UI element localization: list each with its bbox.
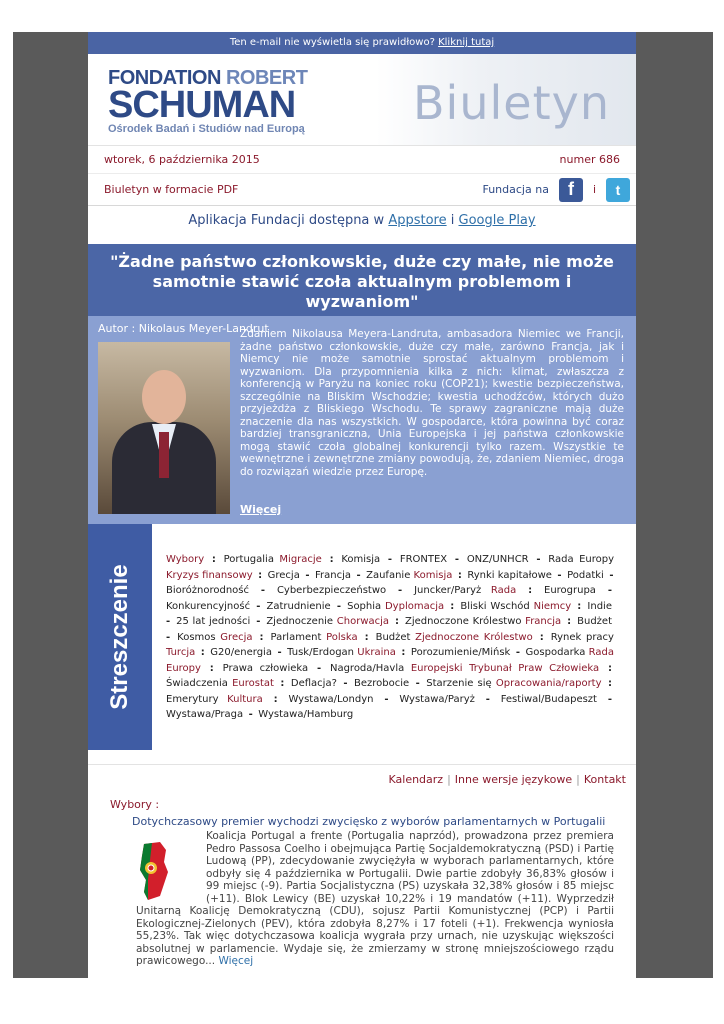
- summary-category[interactable]: Francja: [525, 616, 562, 627]
- news-body: [110, 830, 614, 968]
- summary-category[interactable]: Kryzys finansowy: [166, 569, 253, 581]
- summary-topic[interactable]: Porozumienie/Mińsk: [410, 647, 511, 658]
- summary-topic[interactable]: Budżet: [375, 631, 411, 643]
- googleplay-link[interactable]: Google Play: [458, 213, 536, 228]
- summary-category[interactable]: Chorwacja: [336, 616, 390, 627]
- summary-topic[interactable]: Zaufanie: [366, 569, 411, 581]
- article-more-link[interactable]: Więcej: [240, 503, 282, 516]
- footer-link-1[interactable]: Inne wersje językowe: [454, 773, 573, 786]
- summary-topic[interactable]: Konkurencyjność: [166, 600, 251, 612]
- news-item: [88, 798, 636, 968]
- logo-robert: ROBERT: [225, 67, 308, 89]
- dateline: [88, 146, 636, 174]
- summary-topic[interactable]: Wystawa/Londyn: [288, 693, 374, 705]
- summary-topic[interactable]: Rynki kapitałowe: [467, 569, 552, 581]
- logo-schuman: SCHUMAN: [108, 84, 296, 126]
- app-text: Aplikacja Fundacji dostępna w: [188, 213, 385, 228]
- footer-link-2[interactable]: Kontakt: [583, 773, 626, 786]
- summary-topic[interactable]: Sophia: [347, 600, 382, 612]
- summary-category[interactable]: Rada Europy: [166, 647, 614, 674]
- summary-category[interactable]: Rada: [490, 585, 517, 596]
- summary-category[interactable]: Niemcy: [533, 600, 572, 612]
- pdf-link[interactable]: Biuletyn w formacie PDF: [104, 183, 239, 196]
- social-links: [482, 178, 630, 202]
- summary-topic[interactable]: Starzenie się: [426, 678, 492, 689]
- header-banner: [88, 54, 636, 146]
- news-title[interactable]: Dotychczasowy premier wychodzi zwycięsko z wyborów parlamentarnych w Portugalii: [132, 815, 606, 828]
- notice-text: Ten e-mail nie wyświetla się prawidłowo?: [229, 37, 435, 48]
- bulletin-title: Biuletyn: [413, 76, 610, 130]
- summary-topic[interactable]: 25 lat jedności: [176, 616, 251, 627]
- news-more-link[interactable]: Więcej: [218, 955, 254, 967]
- logo-subtitle: Ośrodek Badań i Studiów nad Europą: [108, 123, 305, 135]
- summary-topic[interactable]: Cyberbezpieczeństwo: [276, 585, 387, 596]
- summary-topic[interactable]: Wystawa/Hamburg: [258, 709, 354, 720]
- summary-topic[interactable]: Nagroda/Havla: [329, 662, 405, 674]
- summary-topic[interactable]: Indie: [587, 600, 612, 612]
- portugal-map-icon: [130, 840, 178, 902]
- app-availability: [88, 206, 636, 236]
- summary-category[interactable]: Zjednoczone Królestwo: [415, 631, 533, 643]
- links-bar: [88, 174, 636, 206]
- top-notice-bar: [88, 32, 636, 54]
- summary-topic[interactable]: Zatrudnienie: [266, 600, 331, 612]
- summary-category[interactable]: Ukraina: [357, 647, 396, 658]
- summary-category[interactable]: Grecja: [220, 631, 253, 643]
- article-headline[interactable]: "Żadne państwo członkowskie, duże czy małe, nie może samotnie stawić czoła aktualnym problemom i wyzwaniom": [88, 244, 636, 316]
- summary-topic[interactable]: Bioróżnorodność: [166, 585, 249, 596]
- summary-topic[interactable]: Portugalia: [223, 554, 274, 565]
- summary-label: Streszczenie: [106, 564, 133, 710]
- summary-topic[interactable]: Tusk/Erdogan: [287, 647, 355, 658]
- summary-category[interactable]: Europejski Trybunał Praw Człowieka: [410, 662, 600, 674]
- summary-category[interactable]: Kultura: [227, 693, 263, 705]
- summary-topic[interactable]: Bliski Wschód: [460, 600, 530, 612]
- summary-topic[interactable]: Rynek pracy: [550, 631, 614, 643]
- foundation-logo[interactable]: [108, 68, 307, 136]
- summary-tags: Wybory : Portugalia Migracje : Komisja - FRONTEX - ONZ/UNHCR - Rada Europy Kryzys finansowy : Grecja - Francja - Zaufanie Komisja : Rynki kapitałowe - Podatki - Bioróżnorodność - Cyberbezpieczeństwo - Juncker/Paryż Rada : Eurogrupa - Konkurencyjność - Zatrudnienie - Sophia Dyplomacja : Bliski Wschód Niemcy : Indie - 25 lat jedności - Zjednoczenie Chorwacja : Zjednoczone Królestwo Francja : Budżet - Kosmos Grecja : Parlament Polska : Budżet Zjednoczone Królestwo : Rynek pracy Turcja : G20/energia - Tusk/Erdogan Ukraina : Porozumienie/Mińsk - Gospodarka Rada Europy : Prawa człowieka - Nagroda/Havla Europejski Trybunał Praw Człowieka : Świadczenia Eurostat : Deflacja? - Bezrobocie - Starzenie się Opracowania/raporty : Emerytury Kultura : Wystawa/Londyn - Wystawa/Paryż - Festiwal/Budapeszt - Wystawa/Praga - Wystawa/Hamburg: [166, 554, 615, 720]
- summary-category[interactable]: Opracowania/raporty: [495, 678, 602, 689]
- footer-links: Kalendarz | Inne wersje językowe | Kontakt: [88, 764, 636, 794]
- summary-category[interactable]: Turcja: [166, 647, 196, 658]
- summary-category[interactable]: Eurostat: [232, 678, 274, 689]
- summary-topic[interactable]: Eurogrupa: [544, 585, 596, 596]
- facebook-icon[interactable]: f: [559, 178, 583, 202]
- summary-topic[interactable]: Wystawa/Praga: [166, 709, 244, 720]
- summary-label-column: [88, 524, 152, 750]
- footer-link-0[interactable]: Kalendarz: [388, 773, 444, 786]
- summary-topic[interactable]: Francja: [314, 569, 351, 581]
- summary-topic[interactable]: Juncker/Paryż: [414, 585, 482, 596]
- summary-topic[interactable]: Rada Europy: [548, 554, 615, 565]
- issue-date: wtorek, 6 października 2015: [104, 153, 260, 166]
- summary-topic[interactable]: G20/energia: [210, 647, 272, 658]
- summary-category[interactable]: Polska: [326, 631, 358, 643]
- and-label: i: [592, 183, 596, 196]
- summary-topic[interactable]: Zjednoczone Królestwo: [404, 616, 522, 627]
- featured-article: [88, 316, 636, 524]
- foundation-on-label: Fundacja na: [482, 183, 549, 196]
- app-and: i: [450, 213, 455, 228]
- issue-number: numer 686: [559, 153, 620, 166]
- summary-category[interactable]: Komisja: [413, 569, 453, 581]
- article-summary: Zdaniem Nikolausa Meyera-Landruta, ambasadora Niemiec we Francji, żadne państwo członkowskie, duże czy małe, zarówno Francja, jak i Niemcy nie może samotnie sprostać aktualnym problemom i wyzwaniom. Dla przypomnienia kilka z nich: klimat, zwłaszcza z konferencją w Paryżu na koniec roku (COP21); kwestie bezpieczeństwa, szczególnie na Bliskim Wschodzie; kwestia uchodźców, których dużo przyjeżdża z Bliskiego Wschodu. Te sprawy zagraniczne mają duże znaczenie dla nas wszystkich. W gospodarce, która powinna być coraz bardziej transgraniczna, Unia Europejska i jej państwa członkowskie mogą stawić czoła globalnej konkurencji tylko razem. Wszystkie te wewnętrzne i zewnętrzne zmiany powodują, że, zdaniem Niemiec, droga do rozwiązań wiedzie przez Europę.: [240, 328, 624, 478]
- summary-topic[interactable]: Bezrobocie: [353, 678, 410, 689]
- summary-topic[interactable]: Wystawa/Paryż: [399, 693, 475, 705]
- author-photo: [98, 342, 230, 514]
- summary-topic[interactable]: Parlament: [270, 631, 322, 643]
- summary-category[interactable]: Dyplomacja: [384, 600, 445, 612]
- news-category[interactable]: Wybory :: [110, 798, 160, 811]
- summary-category[interactable]: Migracje: [279, 554, 322, 565]
- appstore-link[interactable]: Appstore: [388, 213, 447, 228]
- newsletter-page: [88, 32, 636, 992]
- twitter-icon[interactable]: t: [606, 178, 630, 202]
- summary-topic[interactable]: ONZ/UNHCR: [466, 554, 529, 565]
- summary-topic[interactable]: Prawa człowieka: [222, 662, 309, 674]
- summary-topic[interactable]: Komisja: [341, 554, 381, 565]
- summary-topic[interactable]: Festiwal/Budapeszt: [500, 693, 597, 705]
- summary-topic[interactable]: Emerytury: [166, 693, 219, 705]
- news-text: Koalicja Portugal a frente (Portugalia naprzód), prowadzona przez premiera Pedro Passosa Coelho i obejmująca Partię Socjaldemokratyczną (PSD) i Partię Ludową (PP), zdecydowanie zwyciężyła w wyborach parlamentarnych, które odbyły się 4 października w Portugalii. Dwie partie zdobyły 36,83% głosów i 99 miejsc (-9). Partia Socjalistyczna (PS) uzyskała 32,38% głosów i 85 miejsc (+11). Blok Lewicy (BE) uzyskał 10,22% i 19 mandatów (+11). Wyprzedził Unitarną Koalicję Demokratyczną (CDU), sojusz Partii Komunistycznej (PCP) i Partii Ekologicznej-Zielonych (PEV), która zdobyła 8,27% i 17 foteli (+1). Frekwencja wyniosła 55,23%. Tak więc dotychczasowa koalicja wygrała przy urnach, nie uzyskując większości absolutnej w parlamencie. Wydaje się, że zmierzamy w stronę mniejszościowego rządu prawicowego...: [136, 830, 614, 967]
- article-author: Autor : Nikolaus Meyer-Landrut: [98, 322, 269, 335]
- click-here-link[interactable]: Kliknij tutaj: [438, 37, 495, 48]
- logo-fondation: FONDATION: [108, 67, 221, 89]
- summary-topic[interactable]: Podatki: [567, 569, 604, 581]
- summary-category[interactable]: Wybory: [166, 554, 205, 565]
- summary-topic[interactable]: Świadczenia: [166, 678, 228, 689]
- summary-topic[interactable]: FRONTEX: [399, 554, 448, 565]
- summary-topic[interactable]: Budżet: [577, 616, 612, 627]
- summary-topic[interactable]: Kosmos: [177, 631, 216, 643]
- summary-topic[interactable]: Gospodarka: [525, 647, 586, 658]
- summary-topic[interactable]: Zjednoczenie: [266, 616, 334, 627]
- summary-section: [88, 524, 636, 750]
- summary-topic[interactable]: Grecja: [267, 569, 300, 581]
- summary-topic[interactable]: Deflacja?: [290, 678, 337, 689]
